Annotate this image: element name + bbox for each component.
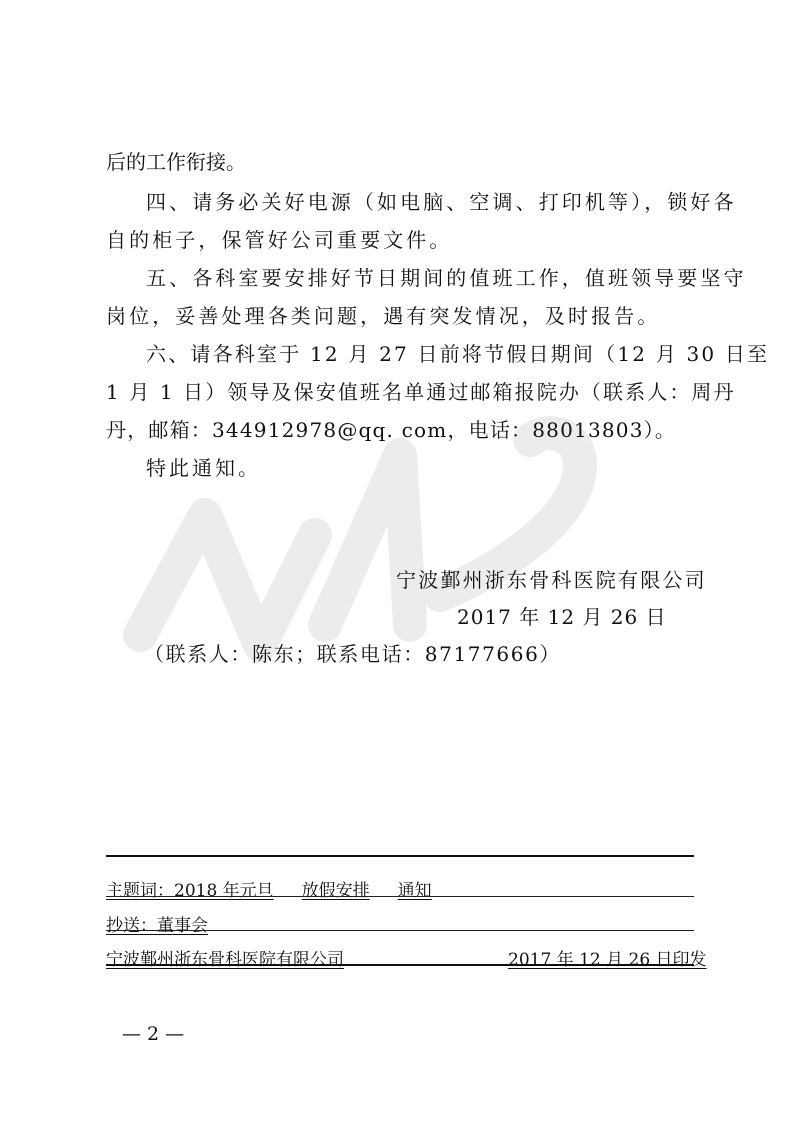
issue-date: 2017 年 12 月 26 日印发 <box>508 950 707 970</box>
paragraph-6-line-2: 1 月 1 日）领导及保安值班名单通过邮箱报院办（联系人：周丹 <box>106 380 736 404</box>
keyword-holiday: 放假安排 <box>301 881 370 901</box>
footer-rule-3 <box>106 930 694 931</box>
signature-organization: 宁波鄞州浙东骨科医院有限公司 <box>396 568 707 592</box>
footer-rule-2 <box>106 896 694 897</box>
wps-watermark <box>110 395 630 715</box>
page-number: — 2 — <box>122 1023 185 1045</box>
paragraph-5-line-1: 五、各科室要安排好节日期间的值班工作，值班领导要坚守 <box>146 266 747 290</box>
footer-bottom-rule <box>106 964 694 966</box>
body-line-1: 后的工作衔接。 <box>106 150 246 174</box>
paragraph-4-line-2: 自的柜子，保管好公司重要文件。 <box>106 228 453 252</box>
paragraph-6-line-1: 六、请各科室于 12 月 27 日前将节假日期间（12 月 30 日至 <box>146 342 770 366</box>
keywords-line <box>106 876 432 901</box>
issuer: 宁波鄞州浙东骨科医院有限公司 <box>106 950 344 970</box>
paragraph-5-line-2: 岗位，妥善处理各类问题，遇有突发情况，及时报告。 <box>106 304 661 328</box>
keywords-label: 主题词：2018 年元旦 <box>106 881 274 901</box>
signature-date: 2017 年 12 月 26 日 <box>457 605 667 629</box>
footer-top-rule <box>106 855 694 857</box>
contact-info: （联系人：陈东；联系电话：87177666） <box>144 642 561 666</box>
cc-line: 抄送：董事会 <box>106 916 208 936</box>
closing-remark: 特此通知。 <box>146 456 261 480</box>
paragraph-6-line-3: 丹，邮箱：344912978@qq. com，电话：88013803）。 <box>106 418 677 442</box>
keyword-notice: 通知 <box>397 881 432 901</box>
paragraph-4-line-1: 四、请务必关好电源（如电脑、空调、打印机等），锁好各 <box>146 190 737 214</box>
